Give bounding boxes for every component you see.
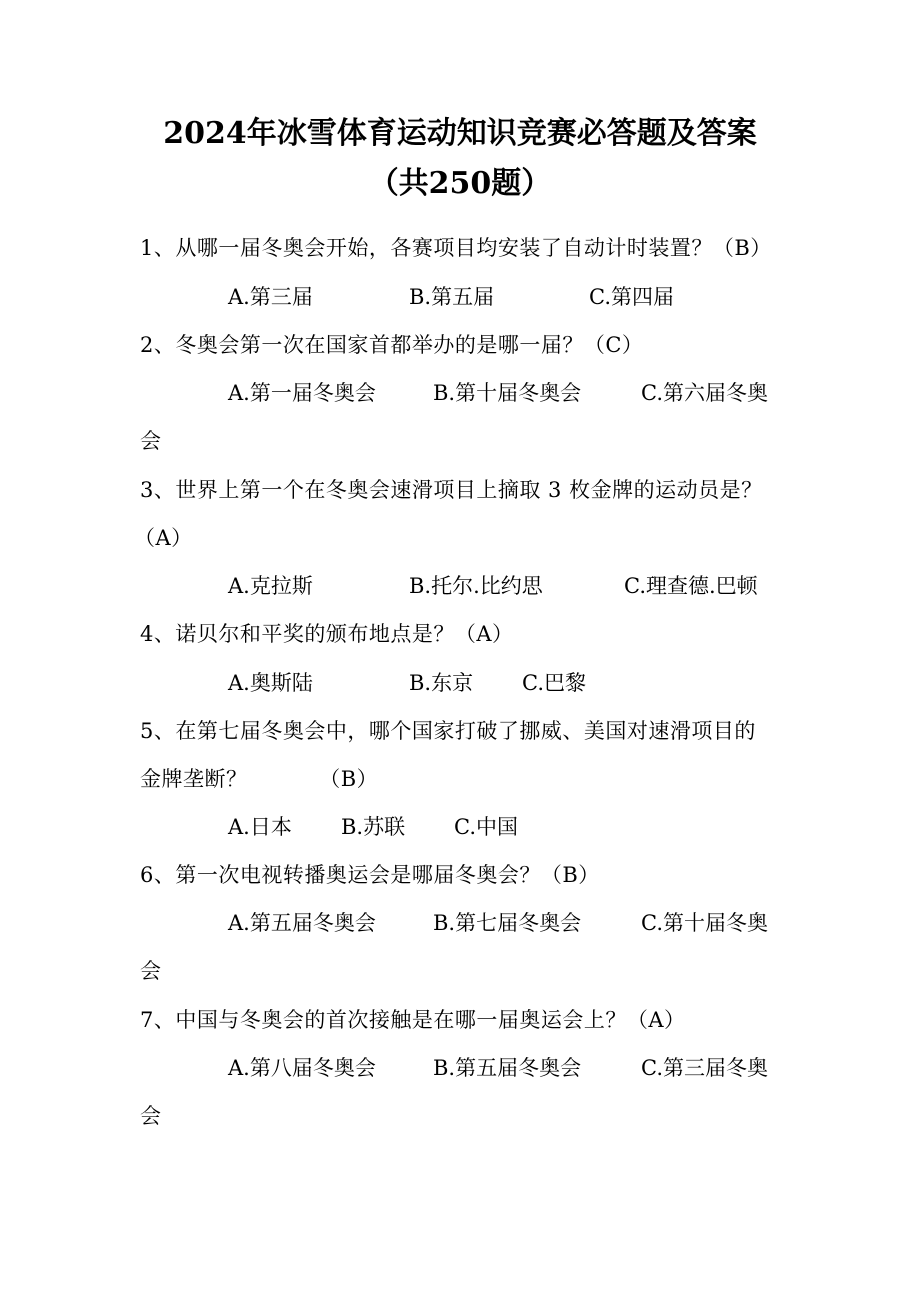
question-2-text: 2、冬奥会第一次在国家首都举办的是哪一届？（C） — [140, 333, 644, 357]
question-5-answer: 金牌垄断？ （B） — [140, 767, 379, 791]
question-7-option-wrap: 会 — [140, 1104, 162, 1128]
question-4-option-c: C.巴黎 — [522, 671, 586, 695]
question-6-option-wrap: 会 — [140, 959, 162, 983]
question-7-option-c: C.第三届冬奥 — [641, 1056, 768, 1080]
question-5-option-b: B.苏联 — [341, 815, 406, 839]
question-1-option-a: A.第三届 — [228, 285, 313, 309]
question-3-option-b: B.托尔.比约思 — [409, 574, 543, 598]
question-2-option-wrap: 会 — [140, 429, 162, 453]
document-subtitle: （共250题） — [368, 166, 552, 201]
question-5-text: 5、在第七届冬奥会中，哪个国家打破了挪威、美国对速滑项目的 — [140, 719, 756, 743]
question-4-text: 4、诺贝尔和平奖的颁布地点是？（A） — [140, 622, 514, 646]
question-7-option-b: B.第五届冬奥会 — [433, 1056, 582, 1080]
question-4-option-a: A.奥斯陆 — [228, 671, 313, 695]
question-2-option-b: B.第十届冬奥会 — [433, 381, 582, 405]
question-1-text: 1、从哪一届冬奥会开始，各赛项目均安装了自动计时装置？（B） — [140, 236, 772, 260]
question-1-option-c: C.第四届 — [589, 285, 674, 309]
question-2-option-c: C.第六届冬奥 — [641, 381, 768, 405]
question-6-text: 6、第一次电视转播奥运会是哪届冬奥会？（B） — [140, 863, 600, 887]
question-6-option-a: A.第五届冬奥会 — [228, 911, 376, 935]
question-6-option-b: B.第七届冬奥会 — [433, 911, 582, 935]
question-7-text: 7、中国与冬奥会的首次接触是在哪一届奥运会上？（A） — [140, 1008, 686, 1032]
question-3-answer: （A） — [134, 526, 193, 550]
question-5-option-a: A.日本 — [228, 815, 292, 839]
question-3-text: 3、世界上第一个在冬奥会速滑项目上摘取 3 枚金牌的运动员是？ — [140, 478, 763, 502]
question-5-option-c: C.中国 — [454, 815, 518, 839]
question-3-option-a: A.克拉斯 — [228, 574, 313, 598]
question-1-option-b: B.第五届 — [409, 285, 495, 309]
document-title: 2024年冰雪体育运动知识竞赛必答题及答案 — [163, 116, 757, 151]
question-7-option-a: A.第八届冬奥会 — [228, 1056, 376, 1080]
question-6-option-c: C.第十届冬奥 — [641, 911, 768, 935]
question-4-option-b: B.东京 — [409, 671, 474, 695]
question-3-option-c: C.理查德.巴顿 — [624, 574, 758, 598]
question-2-option-a: A.第一届冬奥会 — [228, 381, 376, 405]
